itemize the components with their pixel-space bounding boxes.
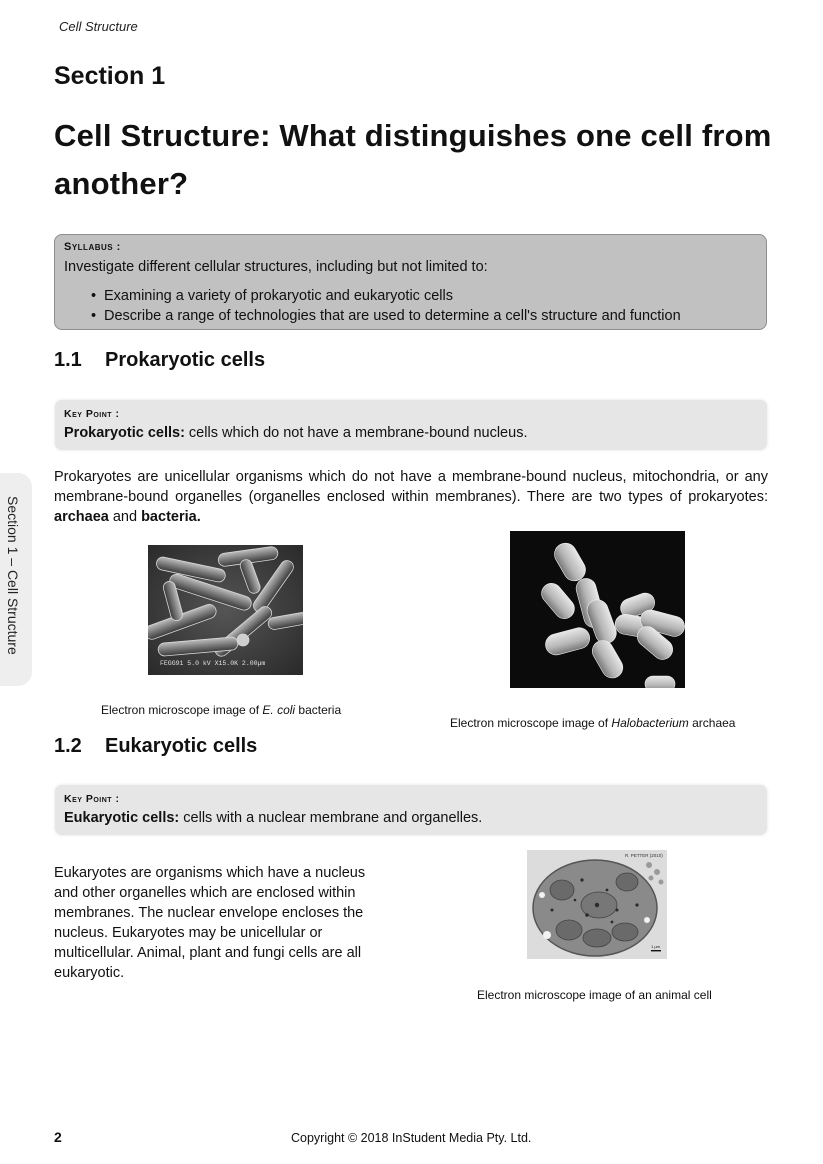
key-point-text — [64, 810, 482, 826]
eukaryote-paragraph: Eukaryotes are organisms which have a nucleus and other organelles which are enclosed within membranes. The nuclear envelope encloses the nucleus. Eukaryotes may be unicellular or multicellular. Animal, plant and fungi cells are all eukaryotic. — [54, 865, 366, 981]
ecoli-sem-image — [148, 545, 303, 675]
subsection-number: 1.1 — [54, 349, 82, 371]
caption-italic: E. coli — [262, 703, 296, 717]
bullet-icon: • — [91, 288, 97, 304]
page-number: 2 — [54, 1129, 62, 1145]
caption-prefix: Electron microscope image of — [101, 703, 263, 717]
key-point-term: Prokaryotic cells: — [64, 425, 185, 441]
caption-halobacterium — [450, 716, 735, 730]
prokaryote-paragraph — [54, 467, 768, 527]
syllabus-item-text: Describe a range of technologies that are used to determine a cell's structure and function — [104, 308, 681, 324]
ecoli-sem-graphic — [148, 545, 303, 675]
bullet-icon: • — [91, 308, 97, 324]
key-point-label: Key Point : — [64, 793, 120, 805]
syllabus-box — [54, 234, 767, 330]
subsection-title: Eukaryotic cells — [105, 735, 258, 757]
section-label: Section 1 — [54, 62, 166, 90]
animal-cell-credit: R. PETTER (2010) — [625, 853, 663, 858]
page-title: Cell Structure: What distinguishes one cell from another? — [54, 118, 772, 201]
syllabus-item — [91, 286, 681, 306]
caption-prefix: Electron microscope image of — [450, 716, 612, 730]
copyright-notice: Copyright © 2018 InStudent Media Pty. Ltd. — [291, 1131, 532, 1145]
caption-suffix: bacteria — [295, 703, 342, 717]
halobacterium-sem-graphic — [510, 531, 685, 688]
caption-ecoli — [101, 703, 341, 717]
key-point-box-eukaryotic — [55, 785, 767, 835]
subsection-title: Prokaryotic cells — [105, 349, 266, 371]
paragraph-joiner: and — [108, 509, 142, 525]
syllabus-label: Syllabus : — [64, 241, 121, 253]
side-tab-label: Section 1 – Cell Structure — [5, 496, 21, 655]
syllabus-item — [91, 306, 681, 326]
animal-cell-scale: 1 µm — [651, 944, 660, 949]
key-point-definition: cells with a nuclear membrane and organelles. — [179, 810, 483, 826]
running-head: Cell Structure — [59, 19, 138, 34]
key-point-term: Eukaryotic cells: — [64, 810, 180, 826]
subsection-number: 1.2 — [54, 735, 82, 757]
animal-cell-tem-image — [527, 850, 667, 959]
term-archaea: archaea — [54, 509, 109, 525]
paragraph-text: Prokaryotes are unicellular organisms which do not have a membrane-bound nucleus, mitochondria, or any membrane-bound organelles (organelles enclosed within membranes). There are two types of prokaryotes: — [54, 469, 768, 505]
term-bacteria: bacteria. — [141, 509, 201, 525]
syllabus-list — [91, 286, 681, 326]
syllabus-item-text: Examining a variety of prokaryotic and eukaryotic cells — [104, 288, 453, 304]
key-point-definition: cells which do not have a membrane-bound nucleus. — [184, 425, 528, 441]
caption-suffix: archaea — [688, 716, 736, 730]
key-point-text — [64, 425, 527, 441]
caption-italic: Halobacterium — [611, 716, 689, 730]
key-point-box-prokaryotic — [55, 400, 767, 450]
halobacterium-sem-image — [510, 531, 685, 688]
animal-cell-tem-graphic — [527, 850, 667, 959]
caption-animal-cell: Electron microscope image of an animal cell — [477, 988, 712, 1002]
subsection-heading-eukaryotic — [54, 735, 257, 758]
ecoli-overlay-text: FEGG91 5.0 kV X15.0K 2.00µm — [160, 660, 266, 667]
subsection-heading-prokaryotic — [54, 349, 265, 372]
syllabus-intro: Investigate different cellular structures, including but not limited to: — [64, 259, 488, 275]
key-point-label: Key Point : — [64, 408, 120, 420]
